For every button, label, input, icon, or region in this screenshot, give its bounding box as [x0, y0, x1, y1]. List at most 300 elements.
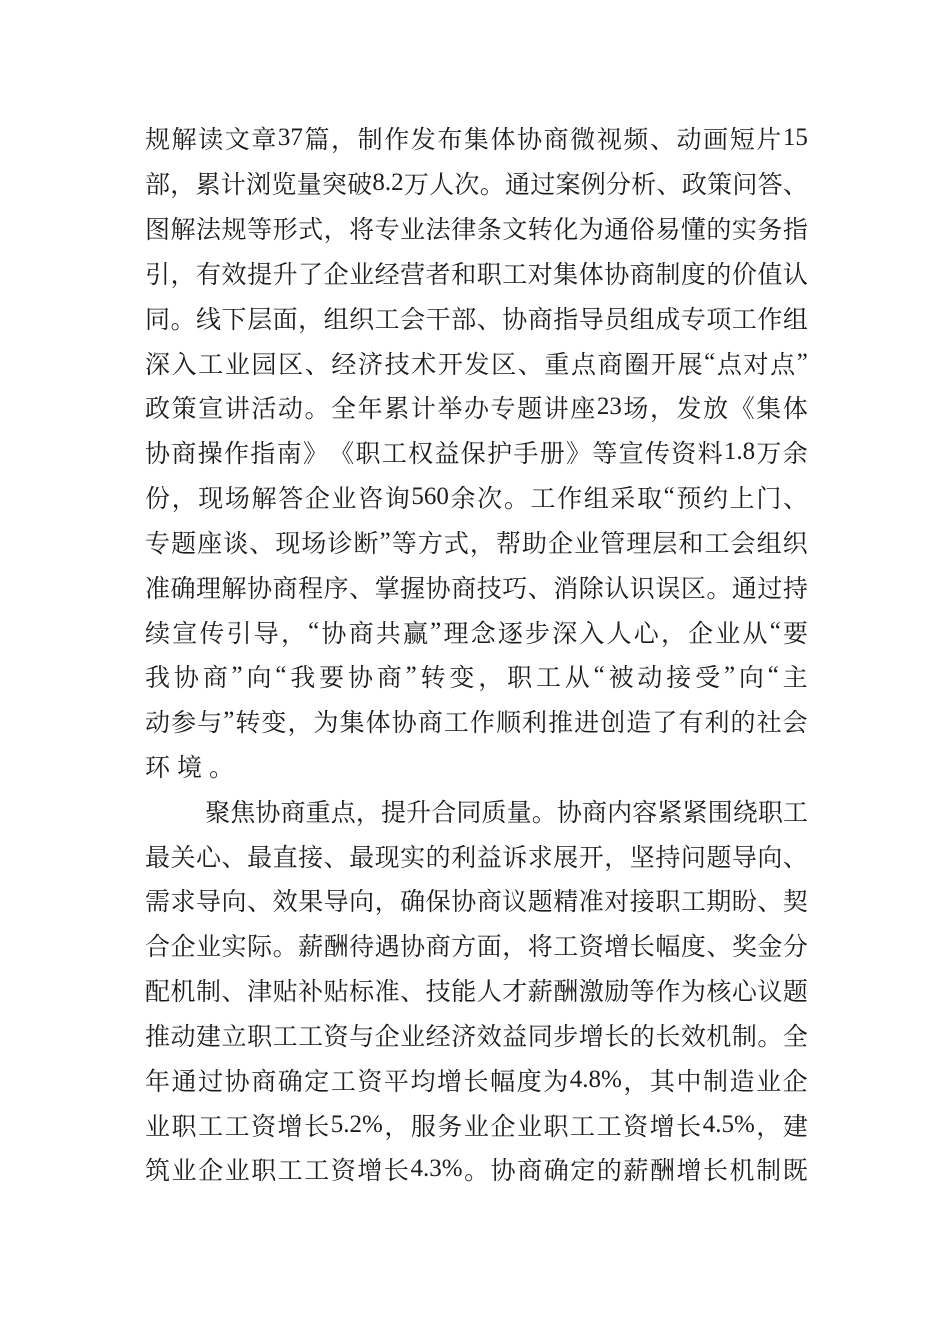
text-token: ， [298, 306, 324, 334]
text-token: 区 [680, 575, 706, 603]
text-token: 全 [331, 396, 357, 424]
text-token: 受 [695, 665, 721, 693]
text-token: 询 [384, 486, 410, 514]
text-token: 持 [782, 575, 808, 603]
text-token: 助 [522, 530, 548, 558]
text-token: 织 [782, 530, 808, 558]
text-token: 商 [451, 575, 477, 603]
text-token: 建 [782, 1113, 808, 1141]
text-token: 策 [171, 396, 197, 424]
text-token: 求 [170, 889, 196, 917]
text-token: 内 [607, 799, 633, 827]
text-token: 览 [271, 172, 297, 200]
text-token: 制 [655, 261, 681, 289]
text-token: 转 [235, 710, 261, 738]
text-token: 答 [757, 172, 783, 200]
text-token: 年 [357, 396, 383, 424]
text-token: 工 [381, 441, 407, 469]
text-token: 面 [272, 306, 298, 334]
text-token: 要 [782, 620, 808, 648]
text-token: 专 [490, 396, 516, 424]
text-token: 企 [304, 486, 330, 514]
text-token: ， [502, 934, 528, 962]
text-token: 向 [349, 889, 375, 917]
text-token: 南 [276, 441, 302, 469]
text-token: 建 [196, 1023, 222, 1051]
text-token: 通 [171, 1068, 197, 1096]
text-line [145, 250, 808, 295]
text-token: 条 [476, 217, 502, 245]
text-token: 期 [706, 889, 732, 917]
text-token: 图 [145, 217, 171, 245]
text-token: 益 [502, 1023, 528, 1051]
text-token: 效 [476, 1023, 502, 1051]
text-token: 实 [221, 934, 247, 962]
text-line [145, 833, 808, 878]
text-token: 商 [376, 665, 402, 693]
text-token: 准 [145, 575, 171, 603]
text-token: 了 [298, 261, 324, 289]
text-token: 造 [729, 1068, 755, 1096]
text-token: 协 [425, 575, 451, 603]
text-token: 集 [463, 127, 489, 155]
text-token: 导 [578, 306, 604, 334]
text-token: 议 [502, 889, 528, 917]
text-token: 组 [629, 306, 655, 334]
text-token: 政 [145, 396, 171, 424]
text-token: ” [379, 527, 391, 555]
text-token: 益 [476, 844, 502, 872]
text-token: 商 [597, 351, 623, 379]
text-token: 、 [221, 979, 247, 1007]
text-token: 长 [463, 1068, 489, 1096]
text-token: 理 [196, 575, 222, 603]
text-token: 增 [676, 1158, 702, 1186]
text-token: 为 [578, 217, 604, 245]
text-token: 工 [298, 1023, 324, 1051]
text-token: 、 [656, 172, 682, 200]
text-token: 长 [676, 1113, 702, 1141]
text-token: 会 [782, 710, 808, 738]
text-line [145, 430, 808, 475]
text-token: ， [323, 217, 349, 245]
text-token: 组 [756, 530, 782, 558]
text-token: 协 [391, 710, 417, 738]
text-token: 业 [145, 1113, 171, 1141]
text-token: 指 [553, 306, 579, 334]
text-token: 。 [209, 755, 235, 782]
text-token: 。 [757, 1023, 783, 1051]
text-token: 法 [196, 217, 222, 245]
text-token: ” [223, 707, 235, 735]
text-token: 制 [756, 1158, 782, 1186]
text-token: 增 [277, 1113, 303, 1141]
text-token: 紧 [657, 799, 683, 827]
text-token: 效 [272, 889, 298, 917]
text-token: 中 [676, 1068, 702, 1096]
text-token: 4.3% [410, 1155, 463, 1183]
text-token: 过 [198, 1068, 224, 1096]
text-line [145, 923, 808, 968]
text-token: 赢 [402, 620, 428, 648]
text-token: 为 [543, 1068, 569, 1096]
text-token: 手 [513, 441, 539, 469]
text-token: 篇 [304, 127, 330, 155]
text-token: 益 [434, 441, 460, 469]
text-token: 容 [632, 799, 658, 827]
text-token: 最 [145, 844, 171, 872]
text-token: 办 [463, 396, 489, 424]
text-token: 贴 [272, 979, 298, 1007]
text-token: 、 [247, 889, 273, 917]
text-token: 部 [451, 306, 477, 334]
text-token: 紧 [682, 799, 708, 827]
text-token: 协 [145, 441, 171, 469]
text-token: 识 [629, 575, 655, 603]
text-token: 引 [145, 261, 171, 289]
text-token: 补 [298, 979, 324, 1007]
text-token: 理 [626, 530, 652, 558]
text-token: 化 [553, 217, 579, 245]
text-token: 规 [145, 127, 171, 155]
text-token: “ [704, 348, 716, 376]
text-token: 务 [437, 1113, 463, 1141]
text-token: 约 [703, 486, 729, 514]
text-token: 律 [451, 217, 477, 245]
text-token: 点 [571, 351, 597, 379]
text-token: 答 [278, 486, 304, 514]
text-token: 资 [251, 1113, 277, 1141]
text-token: 引 [226, 620, 252, 648]
text-token: 8.2 [372, 169, 404, 197]
text-token: 工 [198, 351, 224, 379]
text-token: 。 [304, 396, 330, 424]
text-token: 其 [649, 1068, 675, 1096]
text-token: 资 [330, 1158, 356, 1186]
text-token: 增 [578, 1023, 604, 1051]
text-token: 、 [400, 979, 426, 1007]
text-token: 增 [604, 934, 630, 962]
text-token: 商 [272, 575, 298, 603]
text-token: 导 [323, 889, 349, 917]
text-token: 线 [196, 306, 222, 334]
text-token: 深 [145, 351, 171, 379]
text-token: 式 [298, 217, 324, 245]
text-token: 资 [323, 1023, 349, 1051]
text-token: 4.5% [702, 1110, 755, 1138]
text-token: 步 [553, 1023, 579, 1051]
text-token: 准 [374, 979, 400, 1007]
text-token: 协 [255, 799, 281, 827]
text-token: 坚 [629, 844, 655, 872]
text-token: “ [593, 662, 605, 690]
text-token: 能 [451, 979, 477, 1007]
text-token: 。 [272, 934, 298, 962]
text-token: 区 [278, 351, 304, 379]
text-token: 作 [557, 486, 583, 514]
text-token: 员 [604, 306, 630, 334]
text-token: 制 [703, 1068, 729, 1096]
text-token: 程 [298, 575, 324, 603]
text-token: 、 [304, 351, 330, 379]
text-token: 作 [384, 127, 410, 155]
text-token: 契 [782, 889, 808, 917]
text-token: 待 [349, 934, 375, 962]
text-token: ， [170, 261, 196, 289]
text-token: ， [170, 172, 196, 200]
text-token: 咨 [358, 486, 384, 514]
text-token: 策 [707, 172, 733, 200]
text-token: 册 [539, 441, 565, 469]
text-token: 标 [349, 979, 375, 1007]
text-token: 效 [680, 1023, 706, 1051]
text-token: 为 [313, 710, 339, 738]
text-token: 升 [406, 799, 432, 827]
text-token: 定 [570, 1158, 596, 1186]
text-token: ” [405, 662, 417, 690]
text-token: 动 [676, 127, 702, 155]
text-token: 将 [349, 217, 375, 245]
text-token: 体 [782, 396, 808, 424]
text-token: 业 [224, 1158, 250, 1186]
text-token: 专 [680, 306, 706, 334]
text-token: 平 [383, 1068, 409, 1096]
text-token: 境 [177, 755, 203, 782]
text-token: 万 [403, 172, 429, 200]
text-token: 协 [451, 889, 477, 917]
text-token: 向 [757, 844, 783, 872]
text-token: 增 [649, 1113, 675, 1141]
text-token: 通 [504, 172, 530, 200]
text-token: 和 [451, 261, 477, 289]
text-token: 专 [374, 217, 400, 245]
text-token: 题 [517, 396, 543, 424]
text-token: 深 [552, 620, 578, 648]
text-token: 接 [666, 665, 692, 693]
text-token: 精 [553, 889, 579, 917]
text-token: 既 [782, 1158, 808, 1186]
text-token: 工 [704, 530, 730, 558]
text-token: 度 [680, 261, 706, 289]
text-token: 协 [347, 665, 373, 693]
text-token: 职 [655, 889, 681, 917]
text-token: 等 [247, 217, 273, 245]
text-token: 问 [732, 172, 758, 200]
text-token: 度 [680, 934, 706, 962]
text-token: 门 [756, 486, 782, 514]
text-token: 利 [451, 844, 477, 872]
text-token: 济 [358, 351, 384, 379]
text-token: 协 [400, 934, 426, 962]
text-token: 料 [697, 441, 723, 469]
text-token: 诊 [327, 530, 353, 558]
text-token: 下 [221, 306, 247, 334]
text-token: 频 [623, 127, 649, 155]
text-token: 懂 [680, 217, 706, 245]
text-token: 工 [304, 1158, 330, 1186]
text-token: 俗 [629, 217, 655, 245]
text-token: 职 [247, 1023, 273, 1051]
text-token: 入 [579, 620, 605, 648]
text-token: 对 [743, 351, 769, 379]
text-token: 导 [196, 889, 222, 917]
text-token: 工 [731, 306, 757, 334]
text-token: 职 [355, 441, 381, 469]
text-token: 理 [443, 620, 469, 648]
text-token: 商 [171, 441, 197, 469]
text-token: 章 [251, 127, 277, 155]
text-token: 37 [277, 124, 303, 152]
text-token: 同 [456, 799, 482, 827]
text-token: 短 [729, 127, 755, 155]
text-token: 长 [655, 1023, 681, 1051]
text-token: 变 [261, 710, 287, 738]
text-token: ， [287, 710, 313, 738]
text-token: 配 [145, 979, 171, 1007]
text-token: 协 [517, 127, 543, 155]
text-token: 现 [374, 844, 400, 872]
text-token: 形 [272, 217, 298, 245]
text-token: 。 [706, 575, 732, 603]
text-token: 展 [553, 844, 579, 872]
text-token: 酬 [649, 1158, 675, 1186]
text-token: 工 [530, 486, 556, 514]
text-token: 的 [425, 844, 451, 872]
text-token: 企 [548, 530, 574, 558]
text-token: 幅 [655, 934, 681, 962]
text-token: 商 [425, 934, 451, 962]
text-line [145, 1102, 808, 1147]
text-token: 心 [196, 844, 222, 872]
text-token: 制 [731, 1023, 757, 1051]
text-line [145, 788, 808, 833]
text-token: 例 [580, 172, 606, 200]
text-token: 商 [543, 127, 569, 155]
text-token: 全 [782, 1023, 808, 1051]
text-token: 同 [527, 1023, 553, 1051]
text-token: 集 [339, 710, 365, 738]
text-token: 画 [703, 127, 729, 155]
text-token: 的 [629, 1023, 655, 1051]
text-token: 工 [570, 1113, 596, 1141]
text-line [145, 116, 808, 161]
text-token: 传 [199, 620, 225, 648]
text-token: 企 [688, 620, 714, 648]
text-token: 放 [703, 396, 729, 424]
text-token: 质 [481, 799, 507, 827]
text-token: 升 [272, 261, 298, 289]
text-token: 。 [503, 486, 529, 514]
text-token: 体 [578, 261, 604, 289]
text-token: 动 [277, 396, 303, 424]
text-token: 采 [610, 486, 636, 514]
text-token: 区 [491, 351, 517, 379]
text-token: 浏 [246, 172, 272, 200]
text-token: 、 [349, 575, 375, 603]
text-token: 发 [676, 396, 702, 424]
text-token: 际 [247, 934, 273, 962]
text-token: 法 [425, 217, 451, 245]
text-token: 文 [224, 127, 250, 155]
text-token: 价 [731, 261, 757, 289]
text-token: 变 [449, 665, 475, 693]
text-token: 保 [460, 441, 486, 469]
text-token: 织 [349, 306, 375, 334]
text-token: 认 [782, 261, 808, 289]
text-line [145, 385, 808, 430]
text-token: 体 [365, 710, 391, 738]
text-token: 确 [277, 1068, 303, 1096]
text-token: 的 [730, 710, 756, 738]
text-token: 题 [706, 844, 732, 872]
text-token: 长 [703, 1158, 729, 1186]
text-token: 会 [730, 530, 756, 558]
text-token: 工 [198, 1113, 224, 1141]
text-token: 务 [757, 217, 783, 245]
text-token: 焦 [230, 799, 256, 827]
text-token: 累 [384, 396, 410, 424]
text-token: 政 [681, 172, 707, 200]
text-token: 营 [400, 261, 426, 289]
text-token: 宣 [618, 441, 644, 469]
text-token: 长 [383, 1158, 409, 1186]
text-token: 过 [530, 172, 556, 200]
text-token: 工 [535, 665, 561, 693]
text-token: 导 [253, 620, 279, 648]
text-token: 向 [221, 889, 247, 917]
text-token: 案 [555, 172, 581, 200]
text-token: 业 [349, 261, 375, 289]
text-token: 和 [678, 530, 704, 558]
text-token: 合 [145, 934, 171, 962]
text-token: 资 [671, 441, 697, 469]
text-token: 、 [782, 486, 808, 514]
text-token: 进 [574, 710, 600, 738]
text-token: 园 [251, 351, 277, 379]
text-token: 薪 [527, 979, 553, 1007]
text-line [145, 161, 808, 206]
text-token: 环 [145, 755, 171, 782]
text-token: 商 [476, 889, 502, 917]
text-token: 动 [637, 665, 663, 693]
text-token: 津 [247, 979, 273, 1007]
text-token: 、 [649, 127, 675, 155]
text-token: 组 [323, 306, 349, 334]
text-token: 的 [596, 1158, 622, 1186]
text-token: 要 [319, 665, 345, 693]
text-token: 、 [782, 844, 808, 872]
text-token: 职 [476, 261, 502, 289]
text-token: 商 [581, 799, 607, 827]
text-token: 激 [578, 979, 604, 1007]
text-token: 职 [251, 1158, 277, 1186]
text-token: 认 [604, 575, 630, 603]
text-token: 利 [522, 710, 548, 738]
text-token: 》 [302, 441, 328, 469]
text-token: 有 [196, 261, 222, 289]
text-token: ， [374, 889, 400, 917]
text-token: 4.8% [569, 1065, 622, 1093]
text-token: 励 [604, 979, 630, 1007]
text-line [145, 206, 808, 251]
text-token: “ [308, 617, 320, 645]
text-token: ， [280, 620, 306, 648]
text-token: 作 [469, 710, 495, 738]
text-token: 视 [596, 127, 622, 155]
text-token: 最 [247, 844, 273, 872]
text-token: 560 [411, 483, 449, 511]
text-token: 向 [246, 665, 272, 693]
